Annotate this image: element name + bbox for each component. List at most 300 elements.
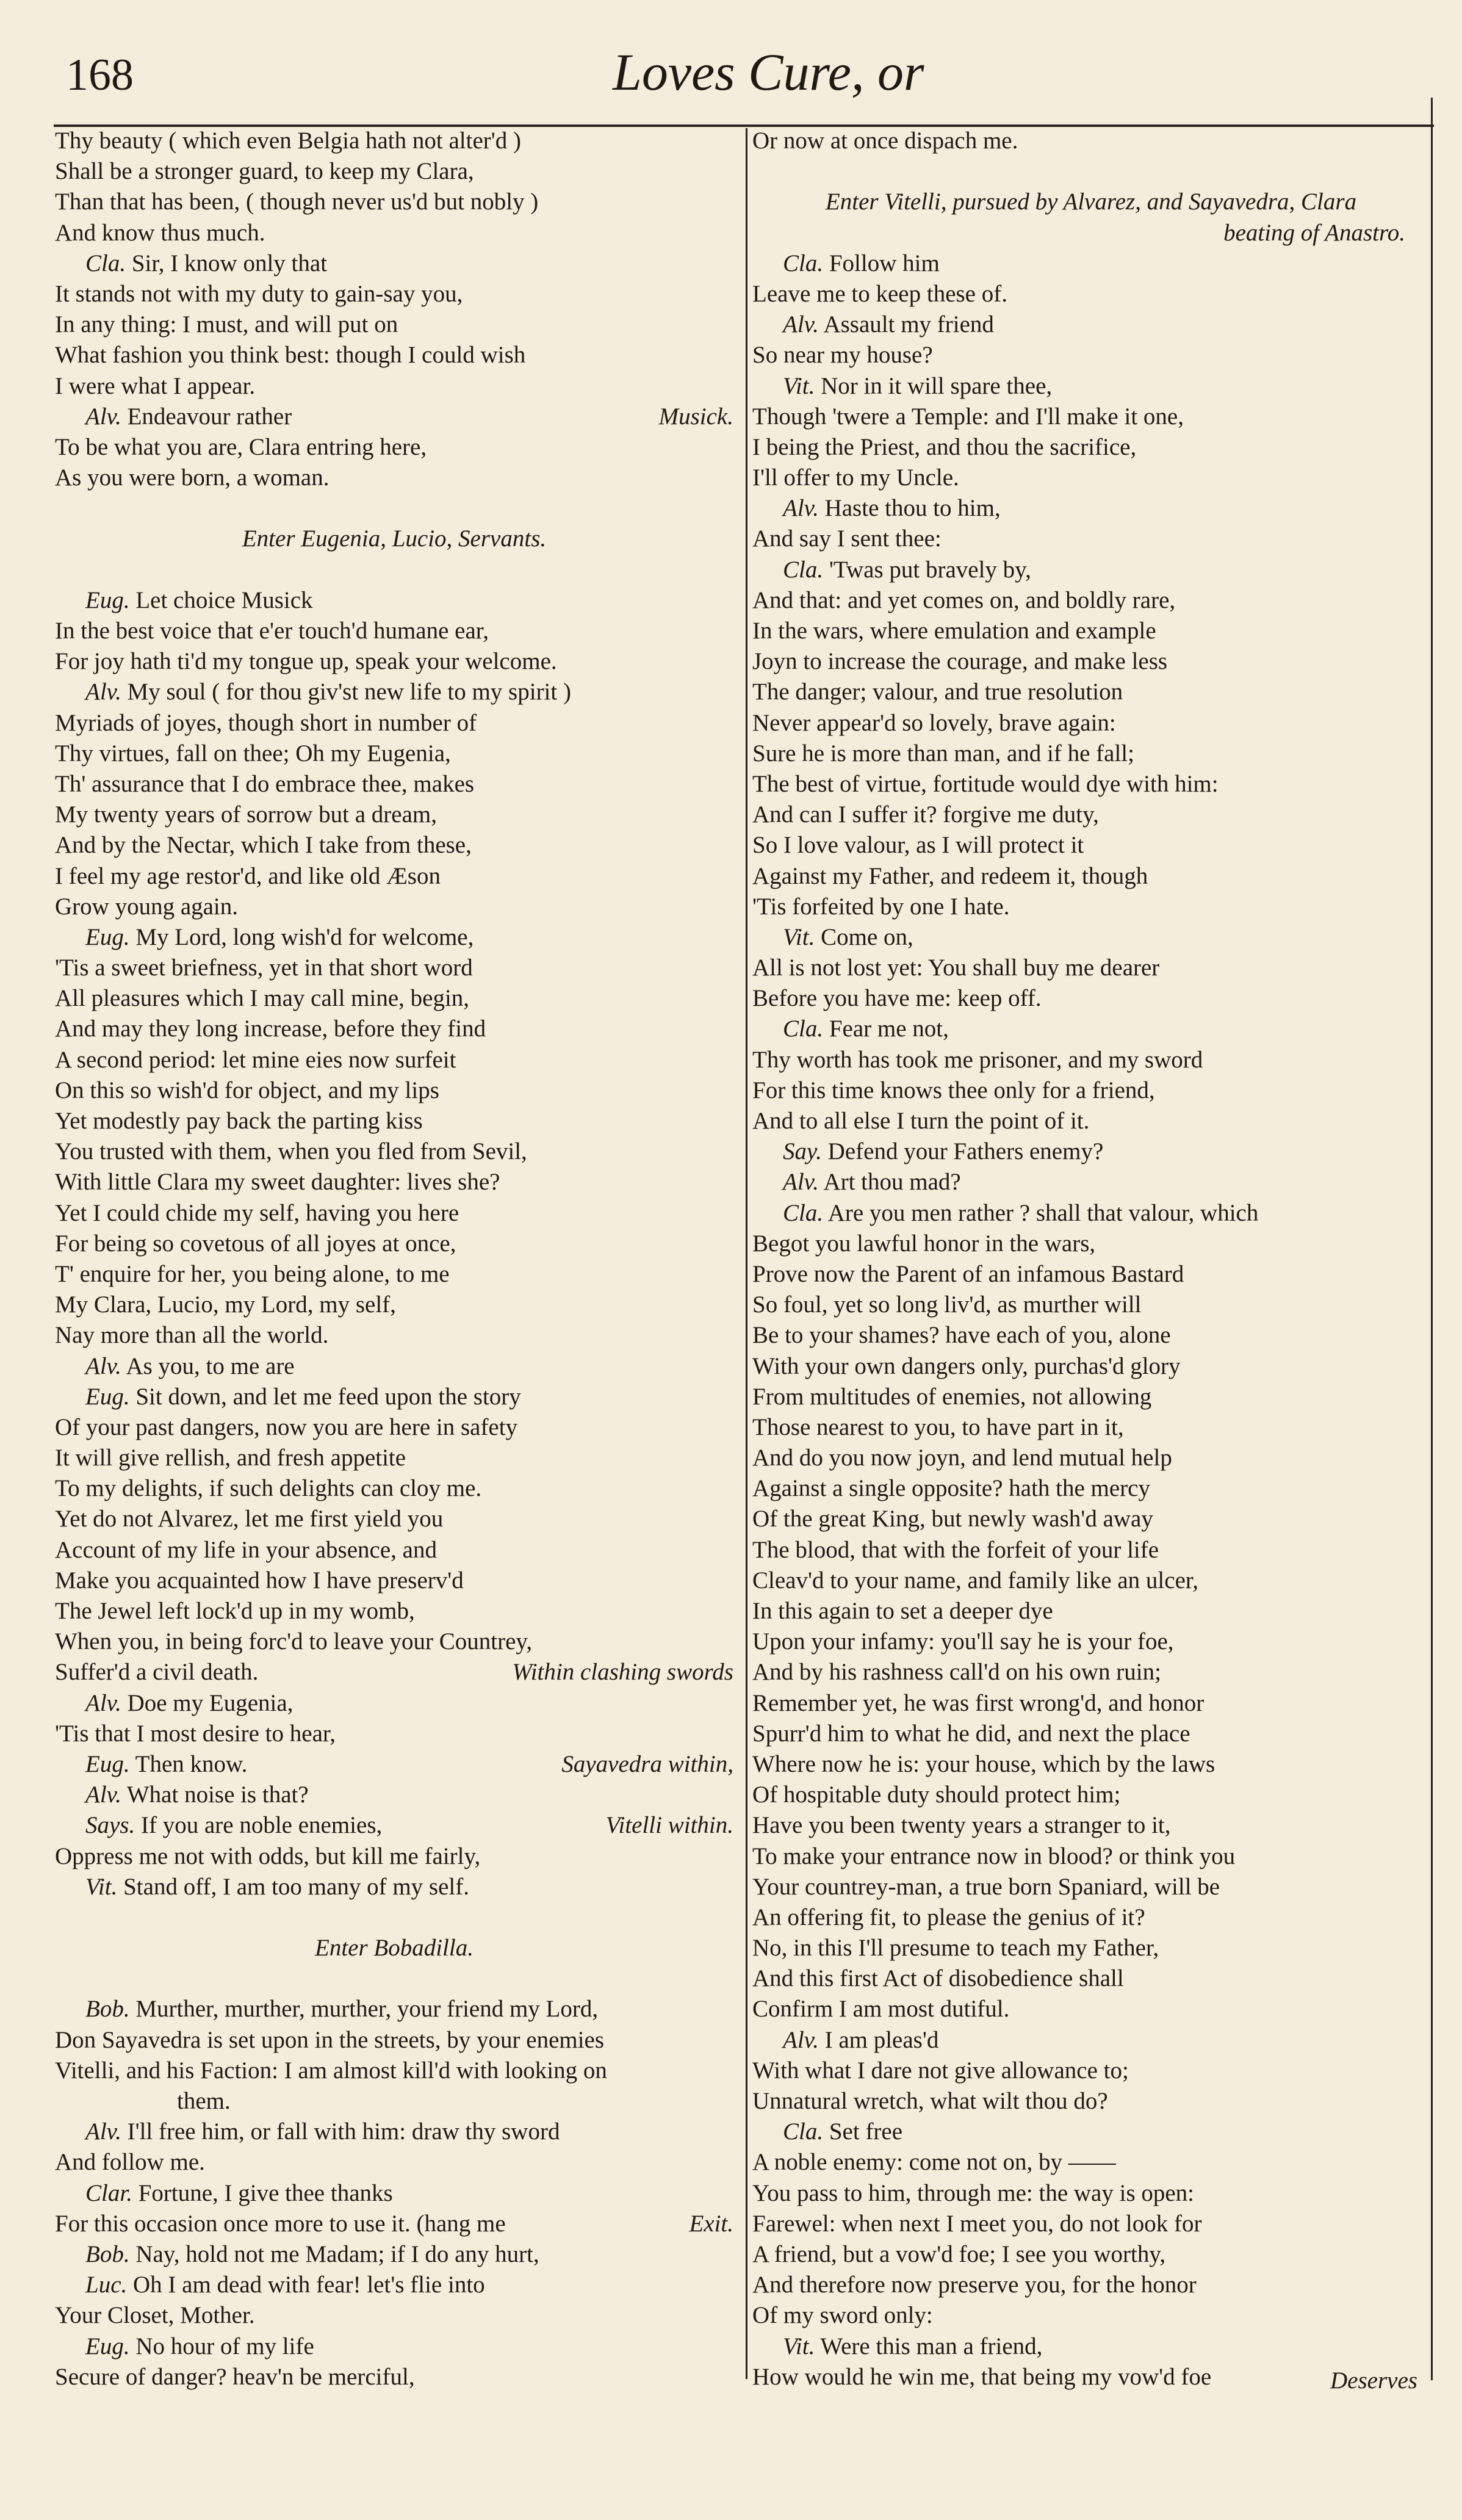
verse-line [752, 1963, 1430, 1994]
line-text: No, in this I'll presume to teach my Father, [752, 1935, 1159, 1962]
verse-line [55, 1872, 733, 1902]
verse-line [752, 1719, 1430, 1749]
verse-line [55, 2300, 733, 2331]
verse-line [55, 1198, 733, 1229]
line-text: Yet do not Alvarez, let me first yield you [55, 1506, 444, 1533]
line-text: For this occasion once more to use it. (hang me [55, 2210, 506, 2237]
line-text: And therefore now preserve you, for the honor [752, 2272, 1197, 2298]
line-text: A noble enemy: come not on, by —— [752, 2149, 1116, 2176]
line-text: Prove now the Parent of an infamous Bastard [752, 1260, 1184, 1287]
line-text: Though 'twere a Temple: and I'll make it one, [752, 403, 1184, 430]
verse-line [752, 1994, 1430, 2024]
verse-line [55, 1565, 733, 1596]
verse-line [55, 1657, 733, 1688]
verse-line [752, 861, 1430, 892]
verse-line [55, 1136, 733, 1167]
verse-line [752, 1014, 1430, 1044]
line-text: And do you now joyn, and lend mutual help [752, 1445, 1172, 1471]
line-text: And to all else I turn the point of it. [752, 1108, 1090, 1134]
verse-line [752, 1810, 1430, 1841]
verse-line [55, 2178, 733, 2209]
verse-line [55, 2117, 733, 2147]
verse-line [752, 279, 1430, 309]
line-text: Art thou mad? [823, 1169, 961, 1196]
verse-line [55, 2025, 733, 2056]
verse-line [55, 218, 733, 248]
verse-line [55, 1045, 733, 1075]
speaker-prefix: Says. [85, 1812, 135, 1839]
verse-line [752, 248, 1430, 279]
catchword: Deserves [1330, 2367, 1417, 2394]
verse-line [55, 2209, 733, 2239]
verse-line [55, 1351, 733, 1382]
margin-note: Exit. [689, 2210, 733, 2237]
verse-line [752, 1657, 1430, 1688]
line-text: Against my Father, and redeem it, though [752, 862, 1148, 889]
line-text: Account of my life in your absence, and [55, 1536, 437, 1563]
line-text: Your countrey-man, a true born Spaniard, will be [752, 1873, 1220, 1900]
verse-line [55, 1014, 733, 1044]
stage-direction: beating of Anastro. [1223, 219, 1405, 246]
line-text: What noise is that? [126, 1782, 309, 1808]
line-text: When you, in being forc'd to leave your Countrey, [55, 1628, 533, 1655]
verse-line [55, 1688, 733, 1719]
verse-line [55, 1412, 733, 1443]
line-text: Secure of danger? heav'n be merciful, [55, 2363, 415, 2390]
verse-line [752, 1382, 1430, 1412]
verse-line [55, 1841, 733, 1872]
speaker-prefix: Alv. [85, 1782, 121, 1808]
verse-line [55, 1535, 733, 1565]
speaker-prefix: Say. [783, 1138, 822, 1165]
speaker-prefix: Bob. [85, 1996, 130, 2023]
verse-line [55, 432, 733, 463]
line-text: So foul, yet so long liv'd, as murther will [752, 1291, 1142, 1318]
verse-line [752, 2362, 1430, 2392]
line-text: Sit down, and let me feed upon the story [135, 1383, 521, 1410]
line-text: And by the Nectar, which I take from these, [55, 832, 472, 859]
verse-line [752, 1412, 1430, 1443]
verse-line [752, 1535, 1430, 1565]
speaker-prefix: Cla. [783, 250, 824, 276]
line-text: You pass to him, through me: the way is open: [752, 2179, 1195, 2206]
verse-line [55, 248, 733, 279]
speaker-prefix: Alv. [783, 1169, 819, 1196]
line-text: Sir, I know only that [131, 250, 328, 276]
verse-line [55, 463, 733, 493]
verse-line [752, 1626, 1430, 1657]
verse-line [55, 1259, 733, 1290]
line-text: And know thus much. [55, 219, 265, 246]
verse-line [55, 402, 733, 432]
verse-line [752, 2209, 1430, 2239]
verse-line [752, 1167, 1430, 1197]
line-text: Defend your Fathers enemy? [827, 1138, 1104, 1165]
line-text: In the best voice that e'er touch'd humane ear, [55, 618, 489, 644]
verse-line [55, 1320, 733, 1351]
verse-line [752, 922, 1430, 953]
verse-line [55, 1075, 733, 1106]
verse-line [752, 463, 1430, 493]
line-text: For being so covetous of all joyes at once, [55, 1230, 456, 1257]
line-text: With your own dangers only, purchas'd glory [752, 1352, 1181, 1379]
stage-direction: Enter Vitelli, pursued by Alvarez, and Sayavedra, Clara [825, 189, 1357, 215]
verse-line [752, 2025, 1430, 2056]
line-text: Suffer'd a civil death. [55, 1659, 259, 1686]
verse-line [55, 2056, 733, 2086]
verse-line [55, 861, 733, 892]
verse-line [752, 1933, 1430, 1963]
speaker-prefix: Alv. [85, 2118, 121, 2145]
line-text: I am pleas'd [824, 2026, 939, 2053]
speaker-prefix: Alv. [783, 2026, 819, 2053]
line-text: Nor in it will spare thee, [821, 372, 1053, 399]
verse-line [752, 953, 1430, 983]
line-text: And may they long increase, before they find [55, 1016, 486, 1042]
verse-line [55, 1106, 733, 1136]
line-text: Nay, hold not me Madam; if I do any hurt, [135, 2240, 539, 2267]
verse-line [752, 1902, 1430, 1933]
verse-line [55, 585, 733, 616]
verse-line [752, 1688, 1430, 1719]
line-text: In any thing: I must, and will put on [55, 311, 398, 338]
verse-line [55, 1167, 733, 1197]
speaker-prefix: Alv. [783, 495, 819, 522]
speaker-prefix: Alv. [85, 1352, 121, 1379]
line-text: On this so wish'd for object, and my lips [55, 1077, 439, 1103]
speaker-prefix: Cla. [783, 1199, 824, 1226]
verse-line [752, 892, 1430, 922]
verse-line [55, 555, 733, 585]
line-text: 'Tis forfeited by one I hate. [752, 893, 1010, 920]
line-text: I were what I appear. [55, 372, 256, 399]
line-text: My Lord, long wish'd for welcome, [135, 923, 474, 950]
verse-line [55, 677, 733, 707]
line-text: A friend, but a vow'd foe; I see you worthy, [752, 2240, 1166, 2267]
verse-line [752, 371, 1430, 402]
line-text: Murther, murther, murther, your friend my Lord, [135, 1996, 599, 2023]
line-text: It will give rellish, and fresh appetite [55, 1445, 406, 1471]
line-text: Fortune, I give thee thanks [138, 2179, 393, 2206]
right-border-rule [1431, 98, 1433, 2380]
verse-line [752, 2117, 1430, 2147]
line-text: As you, to me are [126, 1352, 295, 1379]
verse-line [752, 1596, 1430, 1626]
verse-line [55, 922, 733, 953]
verse-line [55, 187, 733, 217]
line-text: My Clara, Lucio, my Lord, my self, [55, 1291, 396, 1318]
line-text: I'll offer to my Uncle. [752, 464, 959, 491]
verse-line [55, 340, 733, 370]
verse-line [55, 1963, 733, 1994]
left-column [55, 126, 733, 2392]
line-text: Th' assurance that I do embrace thee, makes [55, 770, 475, 797]
line-text: All pleasures which I may call mine, begin, [55, 985, 470, 1012]
verse-line [752, 800, 1430, 830]
speaker-prefix: Bob. [85, 2240, 130, 2267]
verse-line [752, 2147, 1430, 2178]
verse-line [55, 1902, 733, 1933]
verse-line [55, 1596, 733, 1626]
verse-line [752, 1473, 1430, 1504]
verse-line [55, 2239, 733, 2270]
line-text: Vitelli, and his Faction: I am almost kill'd with looking on [55, 2057, 607, 2084]
speaker-prefix: Eug. [85, 1750, 130, 1777]
line-text: Fear me not, [829, 1016, 949, 1042]
verse-line [752, 769, 1430, 800]
verse-line [55, 646, 733, 677]
verse-line [55, 892, 733, 922]
verse-line [752, 524, 1430, 554]
line-text: Of your past dangers, now you are here in safety [55, 1413, 518, 1440]
speaker-prefix: Cla. [85, 250, 126, 276]
line-text: Before you have me: keep off. [752, 985, 1042, 1012]
line-text: Against a single opposite? hath the mercy [752, 1475, 1150, 1502]
speaker-prefix: Eug. [85, 1383, 130, 1410]
verse-line [752, 585, 1430, 616]
verse-line [55, 2362, 733, 2392]
line-text: Have you been twenty years a stranger to it, [752, 1812, 1171, 1839]
line-text: Sure he is more than man, and if he fall; [752, 740, 1134, 767]
line-text: Of the great King, but newly wash'd away [752, 1506, 1153, 1533]
line-text: Spurr'd him to what he did, and next the place [752, 1720, 1190, 1747]
verse-line [55, 1473, 733, 1504]
verse-line [752, 1841, 1430, 1872]
line-text: For joy hath ti'd my tongue up, speak your welcome. [55, 648, 557, 675]
speaker-prefix: Eug. [85, 587, 130, 613]
verse-line [55, 2147, 733, 2178]
verse-line [55, 1382, 733, 1412]
line-text: All is not lost yet: You shall buy me dearer [752, 955, 1160, 981]
margin-note: Musick. [658, 403, 733, 430]
line-text: Assault my friend [823, 311, 994, 338]
line-text: Your Closet, Mother. [55, 2302, 255, 2329]
verse-line [752, 1565, 1430, 1596]
verse-line [752, 309, 1430, 340]
line-text: Make you acquainted how I have preserv'd [55, 1567, 464, 1594]
line-text: I being the Priest, and thou the sacrifice, [752, 433, 1137, 460]
line-text: Joyn to increase the courage, and make less [752, 648, 1168, 675]
verse-line [752, 1351, 1430, 1382]
line-text: And say I sent thee: [752, 525, 942, 552]
line-text: Of my sword only: [752, 2302, 933, 2329]
verse-line [752, 1504, 1430, 1534]
line-text: No hour of my life [135, 2333, 314, 2359]
speaker-prefix: Vit. [85, 1873, 118, 1900]
line-text: Yet modestly pay back the parting kiss [55, 1108, 423, 1134]
verse-line [55, 800, 733, 830]
line-text: With little Clara my sweet daughter: lives she? [55, 1169, 500, 1196]
line-text: Grow young again. [55, 893, 239, 920]
verse-line [55, 2270, 733, 2300]
verse-line [752, 156, 1430, 187]
line-text: Confirm I am most dutiful. [752, 1996, 1010, 2023]
line-text: For this time knows thee only for a friend, [752, 1077, 1155, 1103]
line-text: From multitudes of enemies, not allowing [752, 1383, 1152, 1410]
verse-line [752, 1045, 1430, 1075]
verse-line [55, 953, 733, 983]
line-text: 'Tis a sweet briefness, yet in that short word [55, 955, 473, 981]
line-text: Oh I am dead with fear! let's flie into [133, 2272, 485, 2298]
speaker-prefix: Cla. [783, 2118, 824, 2145]
speaker-prefix: Alv. [85, 403, 121, 430]
speaker-prefix: Vit. [783, 2333, 815, 2359]
verse-line [55, 1780, 733, 1810]
verse-line [752, 1872, 1430, 1902]
line-text: Don Sayavedra is set upon in the streets, by your enemies [55, 2026, 605, 2053]
line-text: And this first Act of disobedience shall [752, 1965, 1124, 1992]
verse-line [752, 1320, 1430, 1351]
verse-line [55, 830, 733, 861]
verse-line [55, 1443, 733, 1473]
line-text: Cleav'd to your name, and family like an ulcer, [752, 1567, 1199, 1594]
verse-line [55, 983, 733, 1014]
line-text: My soul ( for thou giv'st new life to my spirit ) [127, 679, 571, 706]
verse-line [752, 1198, 1430, 1229]
line-text: 'Twas put bravely by, [829, 556, 1031, 583]
column-divider [746, 128, 747, 2379]
verse-line [752, 1290, 1430, 1320]
line-text: How would he win me, that being my vow'd foe [752, 2363, 1212, 2390]
line-text: Those nearest to you, to have part in it, [752, 1413, 1124, 1440]
line-text: Upon your infamy: you'll say he is your foe, [752, 1628, 1174, 1655]
verse-line [752, 402, 1430, 432]
verse-line [752, 1075, 1430, 1106]
line-text: Follow him [829, 250, 940, 276]
line-text: Unnatural wretch, what wilt thou do? [752, 2088, 1108, 2114]
margin-note: Sayavedra within, [561, 1750, 733, 1777]
line-text: As you were born, a woman. [55, 464, 329, 491]
speaker-prefix: Luc. [85, 2272, 128, 2298]
line-text: Farewel: when next I meet you, do not look for [752, 2210, 1202, 2237]
line-text: T' enquire for her, you being alone, to me [55, 1260, 450, 1287]
line-text: You trusted with them, when you fled from Sevil, [55, 1138, 527, 1165]
line-text: The blood, that with the forfeit of your life [752, 1536, 1159, 1563]
line-text: Shall be a stronger guard, to keep my Clara, [55, 158, 474, 185]
verse-line [55, 1229, 733, 1259]
line-text: Then know. [135, 1750, 248, 1777]
line-text: Where now he is: your house, which by the laws [752, 1750, 1215, 1777]
verse-line [752, 126, 1430, 156]
line-text: To make your entrance now in blood? or think you [752, 1843, 1236, 1869]
verse-line [752, 1136, 1430, 1167]
line-text: Thy beauty ( which even Belgia hath not alter'd ) [55, 128, 522, 154]
line-text: 'Tis that I most desire to hear, [55, 1720, 336, 1747]
stage-direction: Enter Eugenia, Lucio, Servants. [242, 525, 547, 552]
verse-line [752, 1259, 1430, 1290]
speaker-prefix: Eug. [85, 2333, 130, 2359]
verse-line [55, 371, 733, 402]
line-text: The best of virtue, fortitude would dye with him: [752, 770, 1219, 797]
line-text: So I love valour, as I will protect it [752, 832, 1084, 859]
line-text: What fashion you think best: though I could wish [55, 342, 526, 369]
verse-line [55, 1749, 733, 1780]
verse-line [55, 126, 733, 156]
line-text: Let choice Musick [135, 587, 313, 613]
speaker-prefix: Alv. [85, 1689, 121, 1716]
verse-line [752, 1780, 1430, 1810]
verse-line [752, 493, 1430, 524]
verse-line [55, 1719, 733, 1749]
line-text: Endeavour rather [127, 403, 292, 430]
page-number: 168 [66, 50, 134, 100]
verse-line [752, 708, 1430, 738]
verse-line [752, 1106, 1430, 1136]
line-text: If you are noble enemies, [141, 1812, 383, 1839]
verse-line [55, 1810, 733, 1841]
margin-note: Within clashing swords [512, 1659, 733, 1686]
line-text: Yet I could chide my self, having you here [55, 1199, 459, 1226]
verse-line [752, 1229, 1430, 1259]
verse-line [752, 830, 1430, 861]
verse-line [752, 738, 1430, 769]
line-text: The Jewel left lock'd up in my womb, [55, 1598, 415, 1624]
line-text: Be to your shames? have each of you, alone [752, 1322, 1171, 1349]
line-text: And by his rashness call'd on his own ruin; [752, 1659, 1161, 1686]
speaker-prefix: Cla. [783, 1016, 824, 1042]
margin-note: Vitelli within. [605, 1812, 733, 1839]
line-text: And follow me. [55, 2149, 205, 2176]
verse-line [55, 1504, 733, 1534]
line-text: Stand off, I am too many of my self. [123, 1873, 469, 1900]
speaker-prefix: Vit. [783, 372, 815, 399]
verse-line [752, 2270, 1430, 2300]
verse-line [55, 279, 733, 309]
line-text: Never appear'd so lovely, brave again: [752, 709, 1116, 736]
speaker-prefix: Cla. [783, 556, 824, 583]
verse-line [55, 2331, 733, 2362]
verse-line [55, 1994, 733, 2024]
verse-line [752, 2331, 1430, 2362]
verse-line: them. [177, 2088, 231, 2114]
line-text: Than that has been, ( though never us'd but nobly ) [55, 189, 539, 215]
line-text: To be what you are, Clara entring here, [55, 433, 427, 460]
speaker-prefix: Alv. [783, 311, 819, 338]
verse-line [55, 1290, 733, 1320]
speaker-prefix: Clar. [85, 2179, 132, 2206]
verse-line [752, 340, 1430, 370]
verse-line [752, 983, 1430, 1014]
line-text: Begot you lawful honor in the wars, [752, 1230, 1096, 1257]
line-text: Set free [829, 2118, 903, 2145]
verse-line [55, 309, 733, 340]
line-text: So near my house? [752, 342, 933, 369]
line-text: Nay more than all the world. [55, 1322, 329, 1349]
line-text: Oppress me not with odds, but kill me fairly, [55, 1843, 481, 1869]
verse-line [752, 677, 1430, 707]
line-text: And can I suffer it? forgive me duty, [752, 801, 1099, 828]
line-text: I'll free him, or fall with him: draw thy sword [127, 2118, 560, 2145]
verse-line [55, 156, 733, 187]
verse-line [752, 432, 1430, 463]
line-text: Myriads of joyes, though short in number of [55, 709, 477, 736]
verse-line [55, 738, 733, 769]
line-text: Haste thou to him, [824, 495, 1001, 522]
line-text: Remember yet, he was first wrong'd, and honor [752, 1689, 1205, 1716]
line-text: Come on, [821, 923, 913, 950]
verse-line [55, 708, 733, 738]
line-text: In this again to set a deeper dye [752, 1598, 1053, 1624]
line-text: Or now at once dispach me. [752, 128, 1018, 154]
line-text: Doe my Eugenia, [127, 1689, 293, 1716]
line-text: Leave me to keep these of. [752, 280, 1007, 307]
verse-line [752, 1443, 1430, 1473]
speaker-prefix: Eug. [85, 923, 130, 950]
speaker-prefix: Alv. [85, 679, 121, 706]
line-text: Thy worth has took me prisoner, and my sword [752, 1046, 1203, 1073]
running-title: Loves Cure, or [613, 43, 924, 101]
line-text: Thy virtues, fall on thee; Oh my Eugenia, [55, 740, 451, 767]
